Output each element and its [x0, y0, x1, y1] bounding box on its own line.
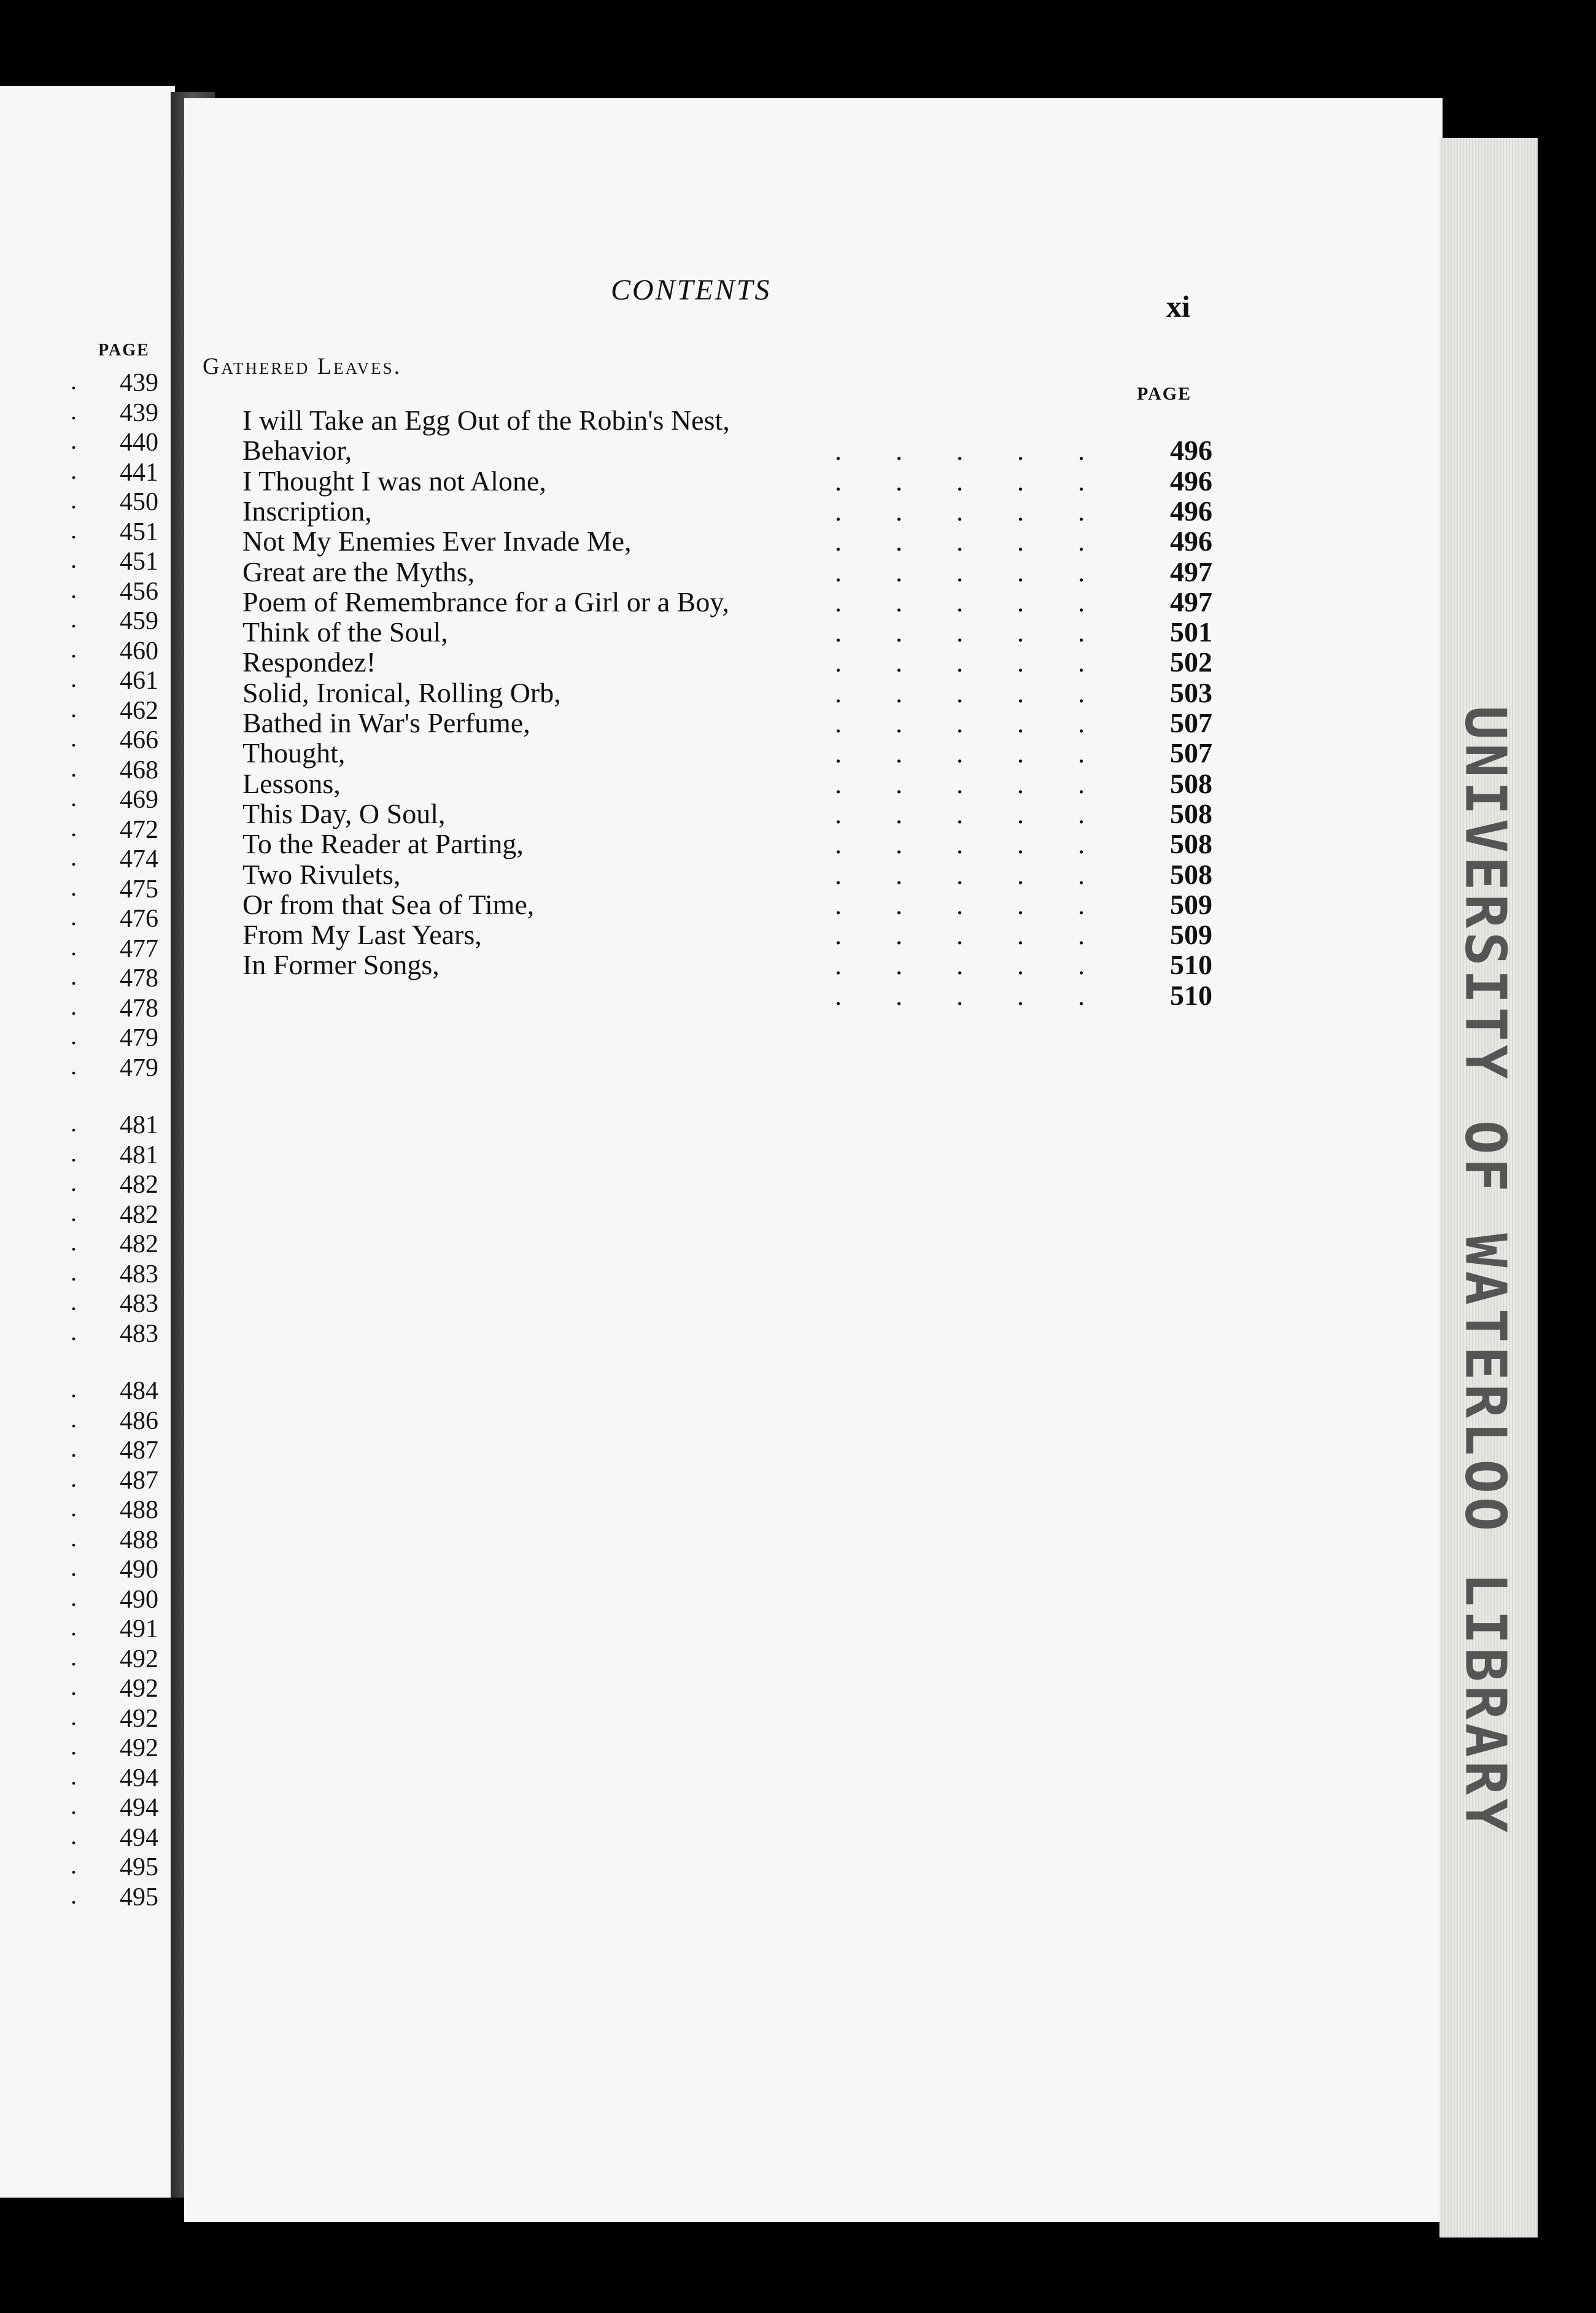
contents-entry [242, 980, 1212, 1011]
leader-dot: . [71, 456, 77, 484]
left-page-row [0, 1023, 166, 1053]
left-page-row [0, 964, 166, 993]
page-number: 468 [120, 756, 158, 785]
leader-dot: . [71, 1524, 77, 1552]
page-number: 492 [120, 1704, 158, 1733]
left-page-row [0, 1734, 166, 1763]
contents-entry [242, 950, 1212, 980]
entry-title: Thought, [242, 737, 346, 769]
leader-dots: ..... [835, 738, 1139, 769]
contents-entry [242, 678, 1212, 708]
leader-dots: ..... [835, 618, 1139, 648]
left-page-row [0, 606, 166, 636]
page-number: 488 [120, 1525, 158, 1554]
left-page-row [0, 1674, 166, 1703]
entry-title: In Former Songs, [242, 949, 440, 981]
page-number: 481 [120, 1111, 158, 1139]
leader-dot: . [71, 1022, 77, 1050]
library-stamp [1449, 705, 1522, 1836]
leader-dot: . [71, 1702, 77, 1730]
contents-entry [242, 617, 1212, 648]
leader-dot: . [71, 1139, 77, 1167]
page-number: 451 [120, 548, 158, 576]
left-page-row [0, 845, 166, 874]
left-page-row [0, 1793, 166, 1823]
left-page-row [0, 875, 166, 904]
page-number: 483 [120, 1260, 158, 1288]
left-page-row [0, 1853, 166, 1882]
leader-dot: . [71, 1404, 77, 1433]
entry-title: Two Rivulets, [242, 858, 401, 890]
page-number: 481 [120, 1141, 158, 1169]
leader-dot: . [71, 1732, 77, 1760]
page-number: 492 [120, 1645, 158, 1673]
page-number: 492 [120, 1734, 158, 1762]
leader-dot: . [71, 516, 77, 544]
left-page-row [0, 785, 166, 815]
page-number: 459 [120, 607, 158, 635]
left-page-row [0, 1260, 166, 1289]
entry-title: To the Reader at Parting, [242, 828, 524, 860]
page-number: 482 [120, 1230, 158, 1258]
leader-dots: ..... [835, 436, 1139, 467]
page-number: 495 [120, 1853, 158, 1881]
left-page-row [0, 1645, 166, 1674]
leader-dots: ..... [835, 859, 1139, 890]
page-number: 483 [120, 1319, 158, 1348]
leader-dot: . [71, 1288, 77, 1315]
leader-dots: ..... [835, 889, 1139, 920]
entry-page-number: 507 [1170, 707, 1212, 738]
leader-dot: . [71, 903, 77, 931]
left-page-row [0, 428, 166, 457]
leader-dot: . [71, 1643, 77, 1671]
leader-dots: ..... [835, 648, 1139, 678]
leader-dots: ..... [835, 557, 1139, 587]
entry-title: Not My Enemies Ever Invade Me, [242, 525, 632, 557]
left-page-row [0, 756, 166, 785]
leader-dot: . [71, 843, 77, 871]
left-page-row [0, 1555, 166, 1584]
contents-entry [242, 889, 1212, 920]
leader-dots: ..... [835, 527, 1139, 557]
leader-dot: . [71, 1613, 77, 1641]
entry-title: Or from that Sea of Time, [242, 888, 535, 920]
page-number: 476 [120, 905, 158, 933]
left-page-row [0, 1614, 166, 1644]
page-number: 478 [120, 964, 158, 993]
page-number: 469 [120, 786, 158, 814]
page-number: 474 [120, 845, 158, 874]
left-page-row [0, 666, 166, 695]
left-page-row [0, 1406, 166, 1436]
leader-dot: . [71, 1198, 77, 1226]
leader-dot: . [71, 1435, 77, 1462]
leader-dot: . [71, 1494, 77, 1522]
left-page-row [0, 994, 166, 1023]
leader-dots: ..... [835, 587, 1139, 618]
page-number: 483 [120, 1290, 158, 1318]
leader-dot: . [71, 1109, 77, 1137]
leader-dot: . [71, 635, 77, 663]
leader-dot: . [71, 1228, 77, 1256]
entry-title: I will Take an Egg Out of the Robin's Nest, [242, 405, 730, 436]
left-page-row [0, 1525, 166, 1555]
left-page-row [0, 487, 166, 517]
contents-entry [242, 769, 1212, 799]
left-page-row [0, 934, 166, 964]
leader-dot: . [71, 367, 77, 395]
page-number: 439 [120, 398, 158, 427]
left-page-row [0, 1230, 166, 1259]
page-number: 490 [120, 1556, 158, 1584]
left-page-row [0, 1704, 166, 1734]
contents-entry [242, 496, 1212, 527]
left-page-row [0, 1883, 166, 1912]
page-number: 482 [120, 1200, 158, 1229]
contents-entry [242, 829, 1212, 859]
entry-page-number: 503 [1170, 676, 1212, 708]
entry-page-number: 496 [1170, 435, 1212, 467]
page-number: 479 [120, 1024, 158, 1052]
left-page-row [0, 1823, 166, 1853]
left-page-row [0, 1170, 166, 1199]
leader-dot: . [71, 1375, 77, 1403]
leader-dot: . [71, 1554, 77, 1581]
entry-page-number: 508 [1170, 858, 1212, 890]
contents-entry [242, 405, 1212, 436]
page-number: 478 [120, 994, 158, 1023]
left-page-row [0, 1289, 166, 1319]
contents-entry [242, 738, 1212, 769]
leader-dot: . [71, 1258, 77, 1286]
left-page-row [0, 696, 166, 726]
leader-dot: . [71, 992, 77, 1020]
leader-dot: . [71, 605, 77, 633]
library-stamp-text: UNIVERSITY OF WATERLOO LIBRARY [1452, 705, 1519, 1836]
leader-dots: ..... [835, 829, 1139, 860]
page-number: 494 [120, 1823, 158, 1852]
leader-dot: . [71, 546, 77, 573]
leader-dots: ..... [835, 678, 1139, 708]
leader-dots: ..... [835, 769, 1139, 799]
page-number: 450 [120, 488, 158, 516]
page-number: 441 [120, 458, 158, 487]
entry-page-number: 502 [1170, 646, 1212, 678]
entry-title: Bathed in War's Perfume, [242, 707, 530, 738]
leader-dots: ..... [835, 980, 1139, 1011]
leader-dot: . [71, 694, 77, 723]
entry-title: Lessons, [242, 767, 341, 799]
leader-dot: . [71, 1052, 77, 1080]
contents-entry [242, 466, 1212, 497]
entry-title: Think of the Soul, [242, 616, 448, 648]
page-number: 494 [120, 1794, 158, 1822]
left-page-row [0, 577, 166, 606]
entry-title: Inscription, [242, 495, 372, 527]
page-number: 495 [120, 1883, 158, 1912]
left-page-row [0, 458, 166, 487]
leader-dots: ..... [835, 799, 1139, 829]
leader-dot: . [71, 486, 77, 514]
leader-dot: . [71, 1881, 77, 1909]
leader-dot: . [71, 724, 77, 752]
entry-page-number: 496 [1170, 495, 1212, 527]
contents-entry [242, 557, 1212, 587]
left-page-row [0, 1764, 166, 1793]
entry-page-number: 508 [1170, 828, 1212, 860]
entry-page-number: 497 [1170, 556, 1212, 587]
running-head: CONTENTS [611, 274, 772, 306]
left-page-row [0, 726, 166, 755]
contents-entry [242, 920, 1212, 950]
left-page-row [0, 637, 166, 666]
left-page-row [0, 1200, 166, 1230]
entry-title: This Day, O Soul, [242, 797, 446, 829]
contents-entry [242, 647, 1212, 678]
contents-entry [242, 859, 1212, 890]
page-number: 451 [120, 517, 158, 546]
leader-dot: . [71, 873, 77, 901]
entry-title: Behavior, [242, 435, 352, 467]
page-number: 439 [120, 369, 158, 397]
leader-dot: . [71, 1673, 77, 1700]
page-number: 440 [120, 428, 158, 457]
leader-dot: . [71, 427, 77, 454]
leader-dot: . [71, 1464, 77, 1492]
left-page-row [0, 1319, 166, 1349]
leader-dots: ..... [835, 466, 1139, 497]
entry-page-number: 509 [1170, 919, 1212, 951]
left-page-row [0, 398, 166, 428]
entry-page-number: 501 [1170, 616, 1212, 648]
left-page [0, 86, 175, 2198]
leader-dot: . [71, 1762, 77, 1790]
leader-dot: . [71, 1821, 77, 1850]
page-number: 462 [120, 696, 158, 725]
entry-page-number: 508 [1170, 767, 1212, 799]
entry-title: From My Last Years, [242, 919, 482, 951]
page-number: 477 [120, 934, 158, 963]
leader-dot: . [71, 1792, 77, 1819]
page-number: 484 [120, 1377, 158, 1405]
entry-title: Great are the Myths, [242, 556, 475, 587]
leader-dot: . [71, 1317, 77, 1346]
left-page-label: PAGE [98, 341, 150, 360]
entry-page-number: 510 [1170, 979, 1212, 1011]
leader-dots: ..... [835, 496, 1139, 527]
page-number: 487 [120, 1466, 158, 1495]
entry-title: Respondez! [242, 646, 376, 678]
section-heading: Gathered Leaves. [203, 354, 402, 379]
page-number: 456 [120, 577, 158, 606]
left-page-row [0, 368, 166, 398]
entry-title: Poem of Remembrance for a Girl or a Boy, [242, 586, 729, 618]
leader-dots: ..... [835, 920, 1139, 951]
leader-dot: . [71, 397, 77, 425]
leader-dots: ..... [835, 950, 1139, 981]
page-number: 466 [120, 726, 158, 754]
page-number: 494 [120, 1764, 158, 1792]
page-number: 460 [120, 637, 158, 665]
page-number: 482 [120, 1171, 158, 1199]
leader-dot: . [71, 932, 77, 961]
page-number: 488 [120, 1496, 158, 1524]
left-page-row [0, 1376, 166, 1406]
page-number: 461 [120, 667, 158, 695]
left-page-row [0, 904, 166, 934]
page-number: 472 [120, 815, 158, 844]
contents-entry [242, 708, 1212, 738]
entry-page-number: 496 [1170, 525, 1212, 557]
entry-page-number: 507 [1170, 737, 1212, 769]
left-page-row [0, 1436, 166, 1465]
leader-dot: . [71, 1583, 77, 1611]
page-number: 492 [120, 1675, 158, 1703]
folio-number: xi [1166, 289, 1190, 324]
entry-page-number: 508 [1170, 797, 1212, 829]
page-number: 490 [120, 1585, 158, 1614]
entry-page-number: 497 [1170, 586, 1212, 618]
contents-entry [242, 587, 1212, 618]
left-page-row [0, 1466, 166, 1495]
entry-page-number: 496 [1170, 465, 1212, 497]
leader-dot: . [71, 963, 77, 990]
entry-title: Solid, Ironical, Rolling Orb, [242, 676, 561, 708]
page-number: 475 [120, 875, 158, 904]
contents-entry [242, 799, 1212, 829]
leader-dot: . [71, 665, 77, 692]
page-number: 486 [120, 1406, 158, 1435]
leader-dot: . [71, 1851, 77, 1879]
left-page-row [0, 1110, 166, 1140]
left-page-row [0, 547, 166, 576]
page-number: 487 [120, 1436, 158, 1465]
left-page-row [0, 1585, 166, 1614]
left-page-row [0, 517, 166, 547]
entry-page-number: 510 [1170, 949, 1212, 981]
leader-dot: . [71, 575, 77, 603]
page-column-label: PAGE [1137, 384, 1192, 404]
left-page-row [0, 1495, 166, 1525]
left-page-row [0, 815, 166, 845]
page-number: 479 [120, 1053, 158, 1082]
leader-dot: . [71, 813, 77, 842]
left-page-row [0, 1053, 166, 1083]
leader-dot: . [71, 754, 77, 782]
left-page-row [0, 1141, 166, 1170]
entry-page-number: 509 [1170, 888, 1212, 920]
contents-entry [242, 526, 1212, 557]
entry-title: I Thought I was not Alone, [242, 465, 546, 497]
leader-dot: . [71, 1169, 77, 1196]
contents-entry [242, 435, 1212, 466]
leader-dots: ..... [835, 708, 1139, 738]
page-number: 491 [120, 1615, 158, 1643]
leader-dot: . [71, 784, 77, 812]
